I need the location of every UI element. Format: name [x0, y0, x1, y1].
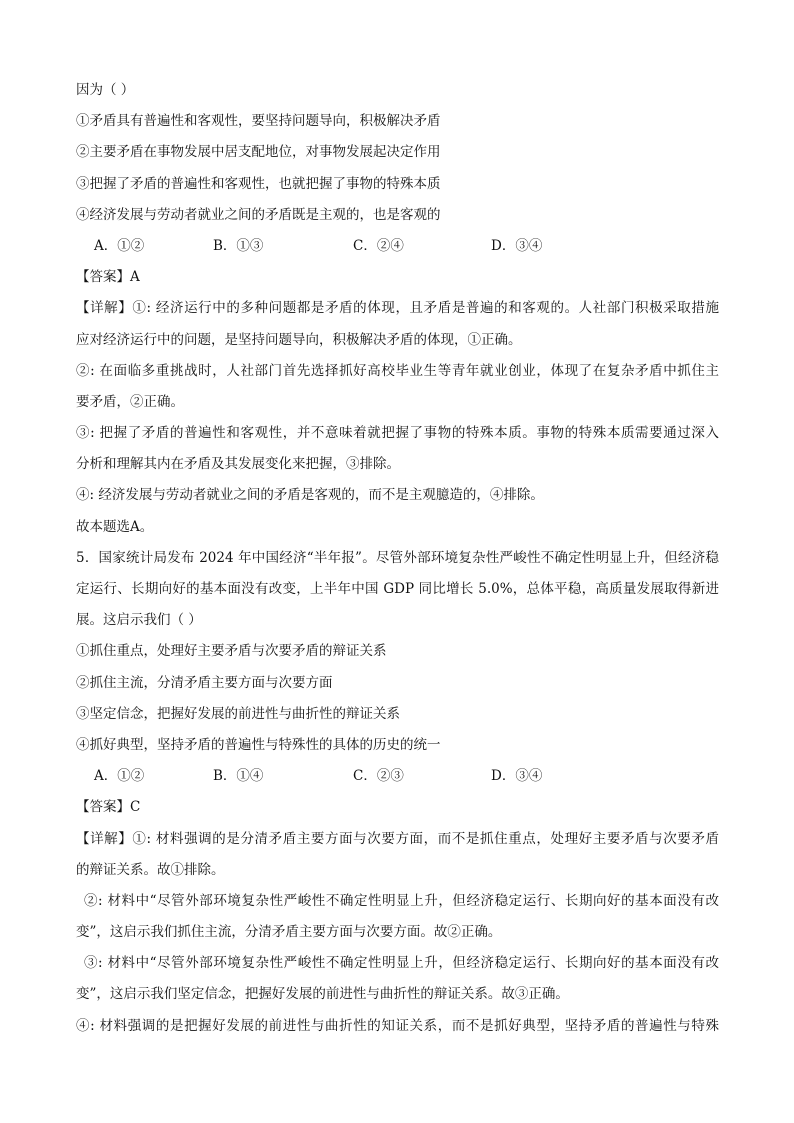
q5-options [76, 761, 719, 792]
q4-conclusion: 故本题选A。 [76, 518, 154, 535]
q4-explanation-line: ②: 在面临多重挑战时，人社部门首先选择抓好高校毕业生等青年就业创业，体现了在复杂矛盾中抓住主 [76, 362, 719, 379]
q4-option-b: B．①③ [213, 237, 264, 254]
q5-statement-3: ③坚定信念，把握好发展的前进性与曲折性的辩证关系 [76, 705, 400, 722]
q4-stem-tail: 因为（ ） [76, 82, 135, 98]
q5-explanation-line: ④: 材料强调的是把握好发展的前进性与曲折性的知证关系，而不是抓好典型，坚持矛盾的普遍性与特殊 [76, 1017, 719, 1034]
q4-options [76, 231, 719, 262]
q4-statement-4: ④经济发展与劳动者就业之间的矛盾既是主观的，也是客观的 [76, 206, 441, 223]
q4-statement-3: ③把握了矛盾的普遍性和客观性，也就把握了事物的特殊本质 [76, 175, 441, 192]
q5-explanation-line: ③: 材料中“尽管外部环境复杂性严峻性不确定性明显上升，但经济稳定运行、长期向好的基本面没有改 [84, 955, 719, 972]
q5-answer: 【答案】C [76, 799, 141, 816]
q4-explanation-line: ④: 经济发展与劳动者就业之间的矛盾是客观的，而不是主观臆造的，④排除。 [76, 487, 544, 504]
q4-answer: 【答案】A [76, 269, 140, 286]
q4-explanation-line: 【详解】①: 经济运行中的多种问题都是矛盾的体现，且矛盾是普遍的和客观的。人社部门积极采取措施 [76, 300, 719, 317]
q4-option-c: C．②④ [353, 237, 404, 254]
q5-option-b: B．①④ [213, 768, 264, 785]
q4-explanation-line: 应对经济运行中的问题，是坚持问题导向，积极解决矛盾的体现，①正确。 [76, 331, 522, 348]
q5-option-a: A．①② [94, 768, 145, 785]
q5-stem-line: 5．国家统计局发布 2024 年中国经济“半年报”。尽管外部环境复杂性严峻性不确定性明显上升，但经济稳 [76, 549, 719, 566]
q5-stem-line: 定运行、长期向好的基本面没有改变，上半年中国 GDP 同比增长 5.0%，总体平稳，高质量发展取得新进 [76, 581, 719, 597]
q5-explanation-line: 变”，这启示我们坚定信念，把握好发展的前进性与曲折性的辩证关系。故③正确。 [76, 986, 569, 1003]
q5-statement-2: ②抓住主流，分清矛盾主要方面与次要方面 [76, 674, 333, 691]
q4-statement-1: ①矛盾具有普遍性和客观性，要坚持问题导向，积极解决矛盾 [76, 113, 441, 130]
q5-explanation-line: 变”，这启示我们抓住主流，分清矛盾主要方面与次要方面。故②正确。 [76, 924, 502, 941]
q5-stem-line: 展。这启示我们（ ） [76, 612, 202, 629]
q4-option-d: D．③④ [491, 237, 543, 254]
q5-explanation-line: 【详解】①: 材料强调的是分清矛盾主要方面与次要方面，而不是抓住重点，处理好主要矛盾与次要矛盾 [76, 830, 719, 847]
document-page [76, 75, 719, 1042]
q5-statement-4: ④抓好典型，坚持矛盾的普遍性与特殊性的具体的历史的统一 [76, 736, 441, 753]
q4-statement-2: ②主要矛盾在事物发展中居支配地位，对事物发展起决定作用 [76, 144, 441, 161]
q4-explanation-line: 分析和理解其内在矛盾及其发展变化来把握，③排除。 [76, 456, 400, 473]
q5-statement-1: ①抓住重点，处理好主要矛盾与次要矛盾的辩证关系 [76, 643, 387, 660]
q5-option-d: D．③④ [491, 768, 543, 785]
q5-explanation-line: ②: 材料中“尽管外部环境复杂性严峻性不确定性明显上升，但经济稳定运行、长期向好的基本面没有改 [84, 892, 719, 909]
q4-option-a: A．①② [94, 237, 145, 254]
q5-explanation-line: 的辩证关系。故①排除。 [76, 861, 225, 878]
q5-option-c: C．②③ [353, 768, 404, 785]
q4-explanation-line: ③: 把握了矛盾的普遍性和客观性，并不意味着就把握了事物的特殊本质。事物的特殊本质需要通过深入 [76, 425, 719, 442]
q4-explanation-line: 要矛盾，②正确。 [76, 393, 184, 410]
